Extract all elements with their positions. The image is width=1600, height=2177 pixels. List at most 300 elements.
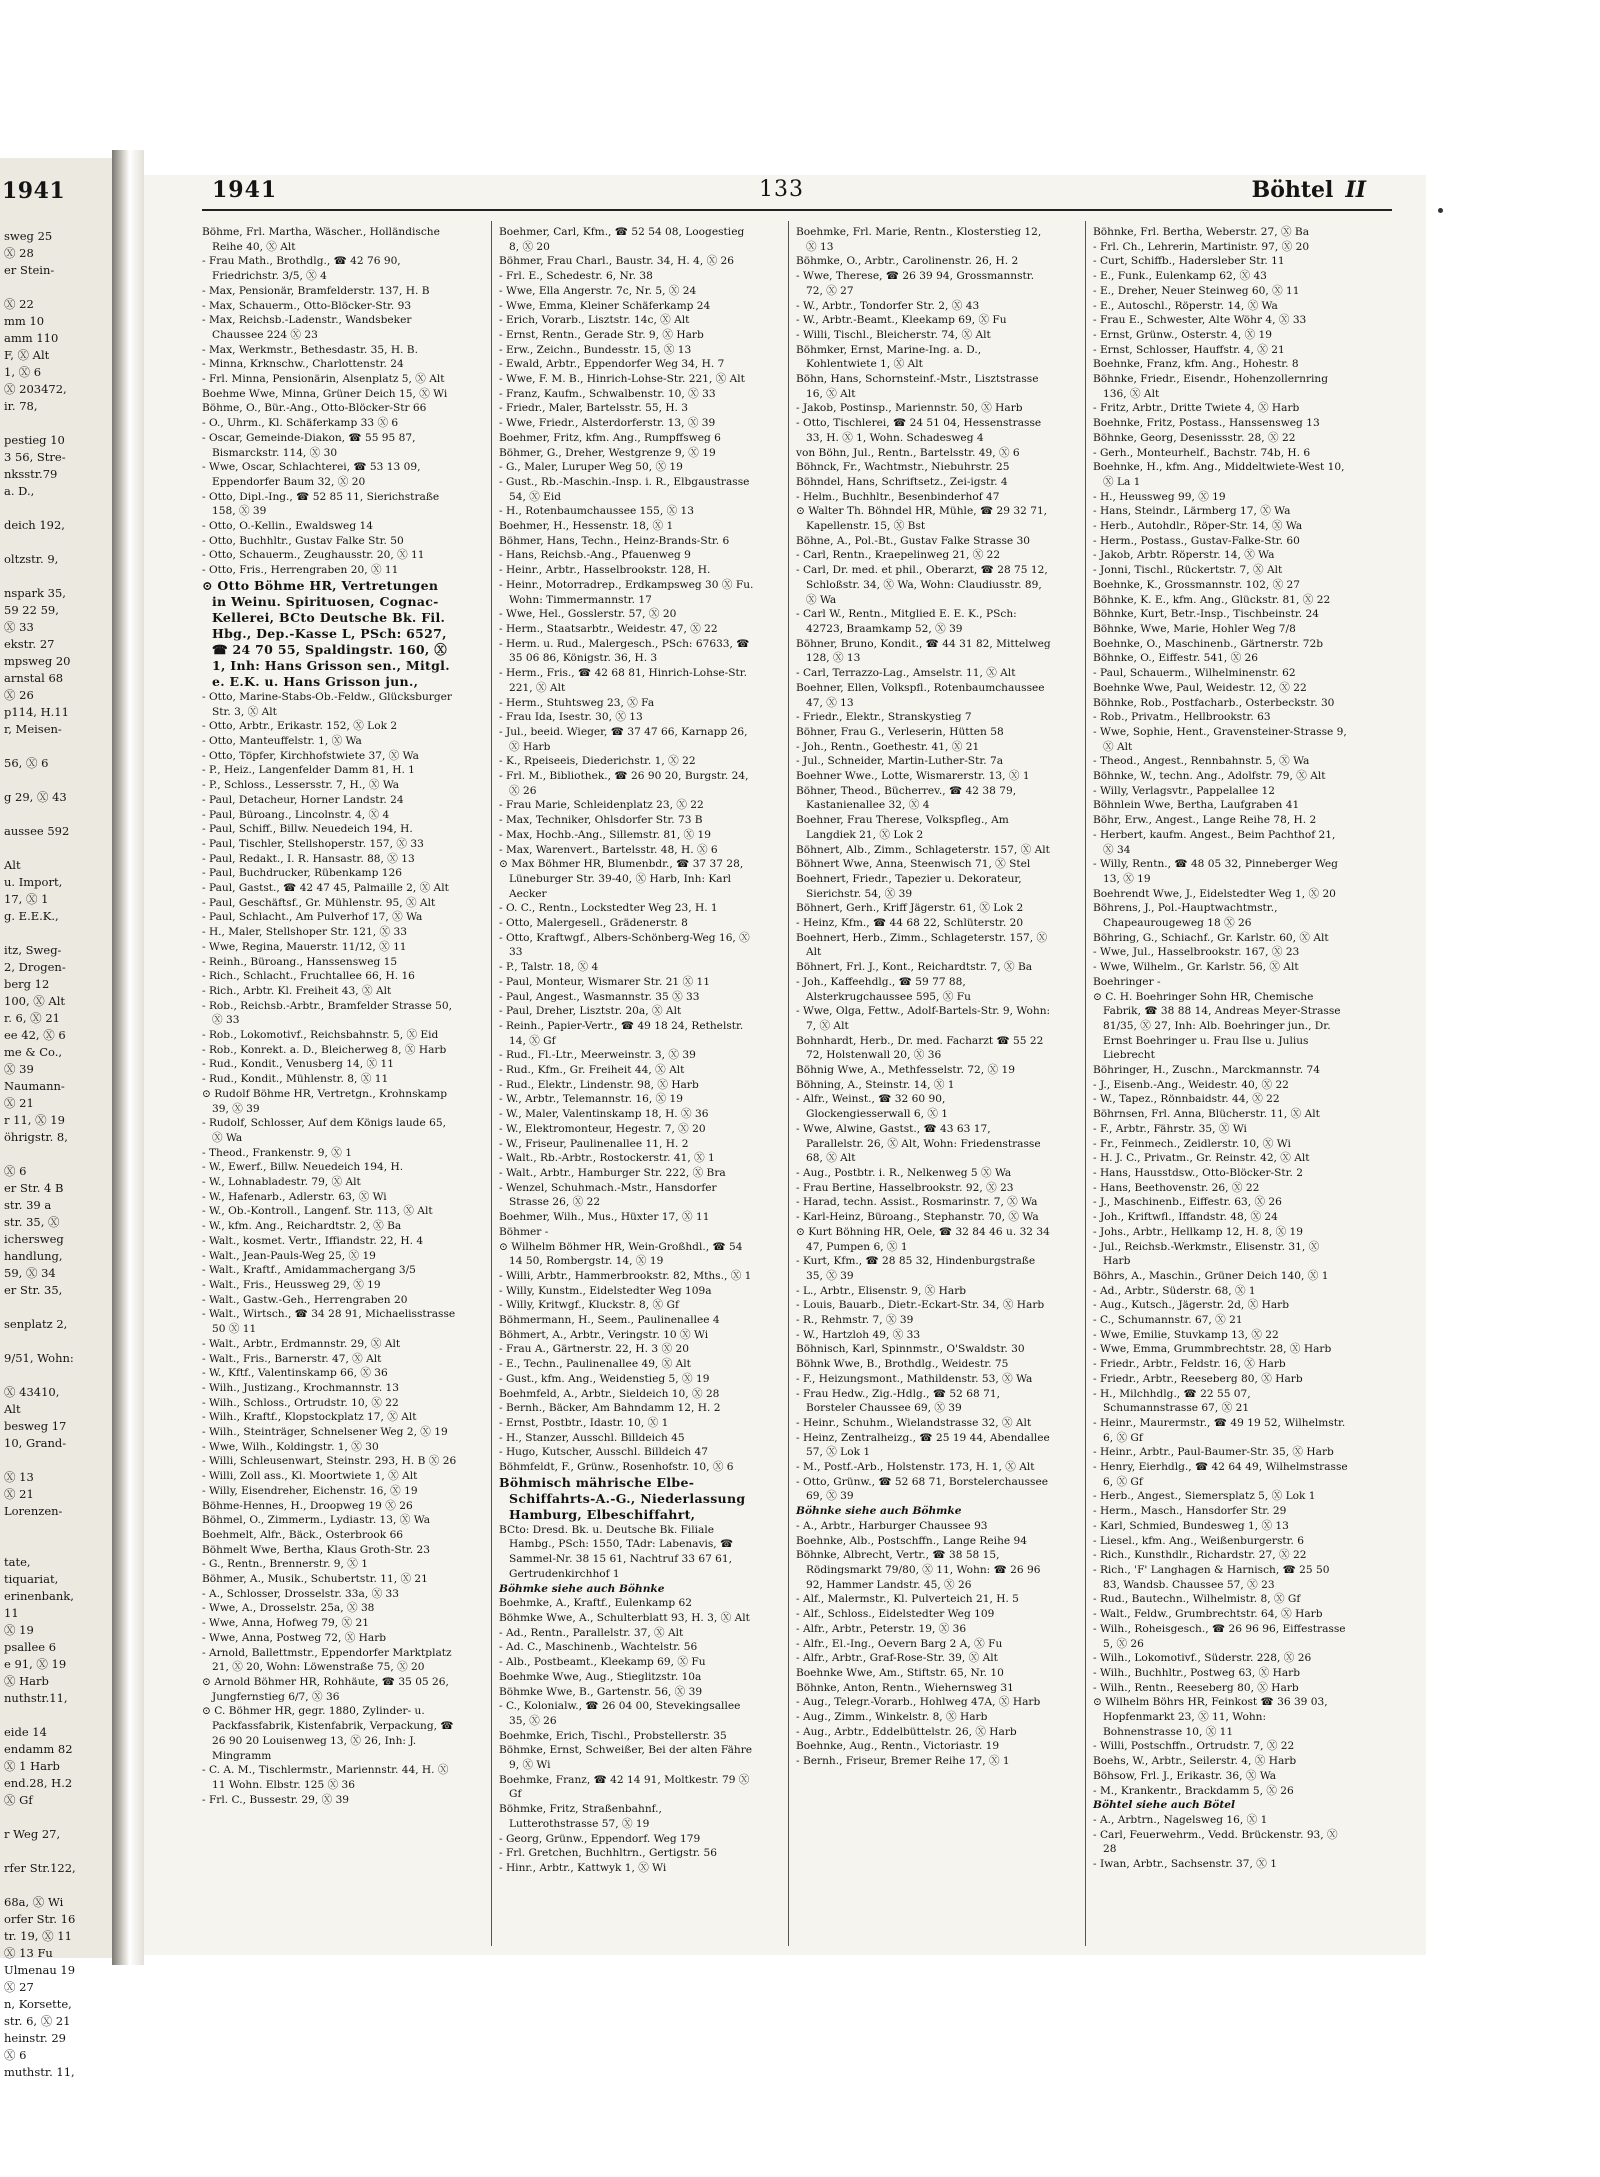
directory-entry: - Gerh., Monteurhelf., Bachstr. 74b, H. 6 (1093, 446, 1311, 459)
left-fragment-line: ir. 78, (4, 399, 38, 413)
directory-entry: Böhnke, K. E., kfm. Ang., Glückstr. 81, Ⓧ 22 (1093, 593, 1331, 606)
left-fragment-line (4, 1146, 110, 1163)
directory-entry: Böhnck, Fr., Wachtmstr., Niebuhrstr. 25 (796, 461, 1010, 474)
directory-entry: - Frau Bertine, Hasselbrookstr. 92, Ⓧ 23 (796, 1181, 1014, 1194)
left-fragment-line: Naumann- (4, 1079, 65, 1093)
left-fragment-line: rfer Str.122, (4, 1861, 76, 1875)
directory-entry: Böhmer, G., Dreher, Westgrenze 9, Ⓧ 19 (499, 446, 716, 459)
directory-entry: Böhme, Frl. Martha, Wäscher., Holländische Reihe 40, Ⓧ Alt (202, 226, 440, 253)
directory-entry: Boehnke, Aug., Rentn., Victoriastr. 19 (796, 1740, 1000, 1753)
directory-entry: Böhmer, Frau Charl., Baustr. 34, H. 4, Ⓧ 26 (499, 255, 735, 268)
directory-entry: - Walt., Wirtsch., ☎ 34 28 91, Michaelisstrasse 50 Ⓧ 11 (202, 1308, 456, 1336)
left-fragment-line: ichersweg (4, 1232, 64, 1246)
directory-entry: - Franz, Kaufm., Schwalbenstr. 10, Ⓧ 33 (499, 387, 716, 400)
directory-entry: Böhnig Wwe, A., Methfesselstr. 72, Ⓧ 19 (796, 1064, 1015, 1077)
directory-entry: - Wwe, Jul., Hasselbrookstr. 167, Ⓧ 23 (1093, 946, 1300, 959)
left-fragment-line: itz, Sweg- (4, 943, 62, 957)
left-page-year: 1941 (2, 178, 66, 204)
directory-entry: - Wilh., Kraftf., Klopstockplatz 17, Ⓧ Alt (202, 1411, 417, 1424)
directory-entry: Böhmel, O., Zimmerm., Lydiastr. 13, Ⓧ Wa (202, 1514, 431, 1527)
directory-entry: - Willy, Eisendreher, Eichenstr. 16, Ⓧ 19 (202, 1484, 418, 1497)
directory-entry: Böhnert, Gerh., Kriff Jägerstr. 61, Ⓧ Lok 2 (796, 902, 1024, 915)
directory-entry: - Paul, Schiff., Billw. Neuedeich 194, H. (202, 823, 413, 836)
directory-entry: Böhner, Theod., Bücherrev., ☎ 42 38 79, Kastanienallee 32, Ⓧ 4 (796, 784, 1017, 812)
left-fragment-line: end.28, H.2 (4, 1776, 73, 1790)
directory-entry: - Carl, Feuerwehrm., Vedd. Brückenstr. 93, Ⓧ 28 (1093, 1828, 1338, 1856)
directory-entry: Böhndel, Hans, Schriftsetz., Zei-igstr. 4 (796, 475, 1008, 488)
directory-entry: - W., Ewerf., Billw. Neuedeich 194, H. (202, 1161, 404, 1174)
left-fragment-line: 59, Ⓧ 34 (4, 1266, 56, 1280)
directory-entry: - H., Heussweg 99, Ⓧ 19 (1093, 490, 1226, 503)
directory-entry: - Paul, Redakt., I. R. Hansastr. 88, Ⓧ 13 (202, 852, 415, 865)
directory-entry: Boehner Wwe., Lotte, Wismarerstr. 13, Ⓧ 1 (796, 770, 1030, 783)
directory-entry: - Erich, Vorarb., Lisztstr. 14c, Ⓧ Alt (499, 314, 690, 327)
directory-entry: - Max, Schauerm., Otto-Blöcker-Str. 93 (202, 299, 412, 312)
directory-entry: - Heinr., Maurermstr., ☎ 49 19 52, Wilhelmstr. 6, Ⓧ Gf (1093, 1416, 1346, 1444)
directory-entry: - Rich., Arbtr. Kl. Freiheit 43, Ⓧ Alt (202, 984, 392, 997)
left-fragment-line: arnstal 68 (4, 671, 64, 685)
left-fragment-line: senplatz 2, (4, 1317, 68, 1331)
directory-entry: - W., Hafenarb., Adlerstr. 63, Ⓧ Wi (202, 1190, 387, 1203)
directory-entry: - P., Talstr. 18, Ⓧ 4 (499, 961, 599, 974)
directory-entry: - Max, Techniker, Ohlsdorfer Str. 73 B (499, 814, 703, 827)
directory-entry: Böhnke, Kurt, Betr.-Insp., Tischbeinstr. 24 (1093, 608, 1319, 621)
directory-entry: - W., Tapez., Rönnbaidstr. 44, Ⓧ 22 (1093, 1093, 1280, 1106)
directory-entry: - Walt., Arbtr., Hamburger Str. 222, Ⓧ Bra (499, 1167, 726, 1179)
directory-entry: - Wwe, Oscar, Schlachterei, ☎ 53 13 09, Eppendorfer Baum 32, Ⓧ 20 (202, 461, 421, 488)
directory-entry: - W., Arbtr.-Beamt., Kleekamp 69, Ⓧ Fu (796, 314, 1007, 327)
directory-entry: - Jakob, Postinsp., Mariennstr. 50, Ⓧ Harb (796, 402, 1023, 415)
directory-entry: ⊙ Rudolf Böhme HR, Vertretgn., Krohnskamp 39, Ⓧ 39 (202, 1087, 448, 1115)
left-fragment-line: Ⓧ 21 (4, 1096, 34, 1110)
header-catchword: Böhtel (1251, 177, 1334, 203)
left-fragment-line: Alt (4, 1402, 21, 1416)
left-fragment-line: nuthstr.11, (4, 1691, 68, 1705)
directory-entry: - Otto, Schauerm., Zeughausstr. 20, Ⓧ 11 (202, 549, 425, 562)
left-fragment-line: mpsweg 20 (4, 654, 71, 668)
directory-entry: - H., Milchhdlg., ☎ 22 55 07, Schumannstrasse 67, Ⓧ 21 (1093, 1387, 1251, 1415)
directory-entry: - Otto, Arbtr., Erikastr. 152, Ⓧ Lok 2 (202, 720, 398, 733)
firm-entry: Böhmisch mährische Elbe-Schiffahrts-A.-G., Niederlassung Hamburg, Elbeschiffahrt, (499, 1474, 746, 1522)
directory-entry: Böhnke, Albrecht, Vertr., ☎ 38 58 15, Rödingsmarkt 79/80, Ⓧ 11, Wohn: ☎ 26 96 92, Hammer Landstr. 45, Ⓧ 26 (796, 1549, 1041, 1591)
left-fragment-line: Ⓧ 39 (4, 1062, 34, 1076)
directory-entry: - Frau Math., Brothdlg., ☎ 42 76 90, Friedrichstr. 3/5, Ⓧ 4 (202, 255, 401, 283)
left-fragment-line: handlung, (4, 1249, 63, 1263)
directory-entry: - Carl W., Rentn., Mitglied E. E. K., PSch: 42723, Braamkamp 52, Ⓧ 39 (796, 608, 1017, 635)
directory-entry: - E., Autoschl., Röperstr. 14, Ⓧ Wa (1093, 299, 1278, 312)
directory-entry: - Frau Marie, Schleidenplatz 23, Ⓧ 22 (499, 799, 704, 812)
left-fragment-line: Ⓧ 6 (4, 1164, 27, 1178)
directory-entry: Böhrens, J., Pol.-Hauptwachtmstr., Chapeaurougeweg 18 Ⓧ 26 (1093, 902, 1278, 930)
directory-column-1 (202, 225, 457, 1945)
directory-entry: - Wwe, Emma, Grummbrechtstr. 28, Ⓧ Harb (1093, 1343, 1332, 1356)
directory-entry: - Jakob, Arbtr. Röperstr. 14, Ⓧ Wa (1093, 549, 1275, 562)
directory-entry: Boehnke, Franz, kfm. Ang., Hohestr. 8 (1093, 358, 1299, 371)
directory-entry: Böhmelt Wwe, Bertha, Klaus Groth-Str. 23 (202, 1543, 430, 1556)
directory-entry: - Wwe, Emma, Kleiner Schäferkamp 24 (499, 299, 711, 312)
directory-entry: Boehmke, Erich, Tischl., Probstellerstr. 35 (499, 1729, 727, 1742)
directory-entry: - Otto, Manteuffelstr. 1, Ⓧ Wa (202, 734, 362, 747)
directory-entry: - Willi, Tischl., Bleicherstr. 74, Ⓧ Alt (796, 328, 991, 341)
left-fragment-line: Ulmenau 19 (4, 1963, 76, 1977)
left-fragment-line (4, 279, 110, 296)
directory-entry: - Otto, Töpfer, Kirchhofstwiete 37, Ⓧ Wa (202, 749, 419, 762)
directory-entry: - Max, Warenvert., Bartelsstr. 48, H. Ⓧ 6 (499, 843, 718, 856)
directory-entry: - W., Maler, Valentinskamp 18, H. Ⓧ 36 (499, 1108, 709, 1121)
left-fragment-line (4, 1520, 110, 1537)
directory-entry: - Frau Ida, Isestr. 30, Ⓧ 13 (499, 711, 643, 724)
directory-entry: - Wilh., Steinträger, Schnelsener Weg 2, Ⓧ 19 (202, 1426, 448, 1439)
directory-entry: - Helm., Buchhltr., Besenbinderhof 47 (796, 490, 1000, 503)
left-fragment-line: g. E.E.K., (4, 909, 59, 923)
directory-entry: Böhner, Bruno, Kondit., ☎ 44 31 82, Mittelweg 128, Ⓧ 13 (796, 637, 1051, 665)
left-fragment-line: Ⓧ 22 (4, 297, 34, 311)
directory-entry: - Wwe, Hel., Gosslerstr. 57, Ⓧ 20 (499, 608, 677, 621)
directory-entry: - Otto, Fris., Herrengraben 20, Ⓧ 11 (202, 564, 399, 577)
header-section: II (1345, 177, 1366, 203)
directory-entry: - Rich., 'F' Langhagen & Harnisch, ☎ 25 50 83, Wandsb. Chaussee 57, Ⓧ 23 (1093, 1563, 1330, 1591)
directory-entry: - Herm. u. Rud., Malergesch., PSch: 67633, ☎ 35 06 86, Königstr. 36, H. 3 (499, 637, 750, 665)
directory-entry: Boehnke, K., Grossmannstr. 102, Ⓧ 27 (1093, 578, 1301, 591)
left-fragment-line (4, 1877, 110, 1894)
directory-entry: - Walt., Arbtr., Erdmannstr. 29, Ⓧ Alt (202, 1337, 401, 1350)
directory-entry: - Paul, Geschäftsf., Gr. Mühlenstr. 95, Ⓧ Alt (202, 896, 436, 909)
directory-entry: - M., Krankentr., Brackdamm 5, Ⓧ 26 (1093, 1784, 1294, 1797)
directory-entry: - Wwe, Wilhelm., Gr. Karlstr. 56, Ⓧ Alt (1093, 961, 1299, 974)
left-fragment-line: u. Import, (4, 875, 63, 889)
directory-entry: - Max, Hochb.-Ang., Sillemstr. 81, Ⓧ 19 (499, 828, 711, 841)
directory-entry: Boehringer - (1093, 975, 1161, 988)
left-fragment-line: 17, Ⓧ 1 (4, 892, 49, 906)
left-fragment-line: heinstr. 29 (4, 2031, 66, 2045)
directory-entry: Böhringer, H., Zuschn., Marckmannstr. 74 (1093, 1064, 1320, 1077)
directory-entry: - C. A. M., Tischlermstr., Mariennstr. 44, H. Ⓧ 11 Wohn. Elbstr. 125 Ⓧ 36 (202, 1764, 449, 1791)
directory-entry: Böhnert, Alb., Zimm., Schlageterstr. 157, Ⓧ Alt (796, 843, 1050, 856)
directory-entry: - Alfr., Arbtr., Graf-Rose-Str. 39, Ⓧ Alt (796, 1652, 998, 1665)
left-fragment-line: Ⓧ Gf (4, 1793, 33, 1807)
left-fragment-line: r. 6, Ⓧ 21 (4, 1011, 60, 1025)
directory-entry: - Curt, Schiffb., Hadersleber Str. 11 (1093, 255, 1285, 268)
directory-entry: - Alf., Schloss., Eidelstedter Weg 109 (796, 1608, 995, 1621)
directory-entry: Böhner, Frau G., Verleserin, Hütten 58 (796, 725, 1004, 738)
directory-entry: - Jul., Reichsb.-Werkmstr., Elisenstr. 31, Ⓧ Harb (1093, 1240, 1320, 1268)
directory-entry: - L., Arbtr., Elisenstr. 9, Ⓧ Harb (796, 1284, 967, 1297)
directory-entry: - Rud., Elektr., Lindenstr. 98, Ⓧ Harb (499, 1078, 699, 1091)
directory-entry: - Hugo, Kutscher, Ausschl. Billdeich 47 (499, 1446, 708, 1459)
directory-entry: - F., Arbtr., Fährstr. 35, Ⓧ Wi (1093, 1122, 1247, 1135)
left-fragment-line: 10, Grand- (4, 1436, 67, 1450)
directory-entry: - H. J. C., Privatm., Gr. Reinstr. 42, Ⓧ Alt (1093, 1152, 1310, 1165)
directory-entry: - Wilh., Schloss., Ortrudstr. 10, Ⓧ 22 (202, 1396, 399, 1409)
directory-entry: Boehmer, H., Hessenstr. 18, Ⓧ 1 (499, 520, 674, 533)
directory-entry: Boehner, Frau Therese, Volkspfleg., Am Langdiek 21, Ⓧ Lok 2 (796, 814, 1009, 841)
directory-entry: - Liesel., kfm. Ang., Weißenburgerstr. 6 (1093, 1534, 1305, 1547)
directory-entry: - Alfr., El.-Ing., Oevern Barg 2 A, Ⓧ Fu (796, 1637, 1003, 1650)
left-fragment-line (4, 1452, 110, 1469)
directory-entry: Böhnke, Georg, Desenissstr. 28, Ⓧ 22 (1093, 431, 1296, 444)
directory-entry: - Max, Pensionär, Bramfelderstr. 137, H. B (202, 284, 430, 297)
directory-entry: - P., Heiz., Langenfelder Damm 81, H. 1 (202, 764, 415, 777)
directory-entry: - Friedr., Arbtr., Reeseberg 80, Ⓧ Harb (1093, 1372, 1303, 1385)
directory-entry: - Max, Reichsb.-Ladenstr., Wandsbeker Chaussee 224 Ⓧ 23 (202, 314, 412, 341)
directory-entry: - Fritz, Arbtr., Dritte Twiete 4, Ⓧ Harb (1093, 402, 1300, 415)
directory-entry: - Heinz, Kfm., ☎ 44 68 22, Schlüterstr. 20 (796, 917, 1024, 930)
directory-entry: - Hans, Hausstdsw., Otto-Blöcker-Str. 2 (1093, 1167, 1303, 1179)
directory-entry: Böhnke, Friedr., Eisendr., Hohenzollernring 136, Ⓧ Alt (1093, 373, 1329, 400)
page-header (144, 175, 1426, 211)
directory-entry: - Alb., Postbeamt., Kleekamp 69, Ⓧ Fu (499, 1656, 706, 1669)
directory-entry: - Willi, Postschffn., Ortrudstr. 7, Ⓧ 22 (1093, 1740, 1295, 1753)
directory-entry: - Ernst, Rentn., Gerade Str. 9, Ⓧ Harb (499, 328, 704, 341)
left-fragment-line: Ⓧ 33 (4, 620, 34, 634)
directory-entry: Böhmke, O., Arbtr., Carolinenstr. 26, H. 2 (796, 255, 1019, 268)
directory-entry: Boehmelt, Alfr., Bäck., Osterbrook 66 (202, 1528, 404, 1541)
directory-entry: ⊙ C. Böhmer HR, gegr. 1880, Zylinder- u. Packfassfabrik, Kistenfabrik, Verpackung, ☎ 26 90 20 Louisenweg 13, Ⓧ 26, Inh: J. Mingramm (202, 1705, 454, 1762)
directory-entry: - C., Kolonialw., ☎ 26 04 00, Stevekingsallee 35, Ⓧ 26 (499, 1700, 741, 1727)
left-fragment-line: 3 56, Stre- (4, 450, 66, 464)
directory-entry: - Iwan, Arbtr., Sachsenstr. 37, Ⓧ 1 (1093, 1858, 1277, 1871)
directory-entry: - W., kfm. Ang., Reichardtstr. 2, Ⓧ Ba (202, 1220, 402, 1233)
directory-entry: Böhnert Wwe, Anna, Steenwisch 71, Ⓧ Stel (796, 858, 1031, 871)
left-fragment-line: pestieg 10 (4, 433, 65, 447)
directory-entry: - Herb., Autohdlr., Röper-Str. 14, Ⓧ Wa (1093, 520, 1303, 533)
directory-entry: - W., Hartzloh 49, Ⓧ 33 (796, 1328, 921, 1341)
directory-entry: Böhmer - (499, 1225, 549, 1238)
directory-entry: Bohnhardt, Herb., Dr. med. Facharzt ☎ 55 22 72, Holstenwall 20, Ⓧ 36 (796, 1034, 1044, 1062)
left-fragment-line (4, 1809, 110, 1826)
directory-entry: - Friedr., Arbtr., Feldstr. 16, Ⓧ Harb (1093, 1358, 1286, 1371)
left-fragment-line: 56, Ⓧ 6 (4, 756, 49, 770)
directory-entry: Boehnke, Alb., Postschffn., Lange Reihe 94 (796, 1534, 1028, 1547)
directory-entry: - Frl. E., Schedestr. 6, Nr. 38 (499, 270, 653, 283)
column-divider (1085, 221, 1086, 1946)
left-fragment-line: Ⓧ 6 (4, 2048, 27, 2062)
header-catchword-group (1252, 177, 1366, 203)
directory-entry: Boehmer, Carl, Kfm., ☎ 52 54 08, Loogestieg 8, Ⓧ 20 (499, 226, 745, 253)
left-fragment-line: eide 14 (4, 1725, 47, 1739)
directory-entry: - H., Rotenbaumchaussee 155, Ⓧ 13 (499, 505, 695, 518)
directory-entry: - Karl, Schmied, Bundesweg 1, Ⓧ 13 (1093, 1519, 1289, 1532)
directory-entry: Böhnke, Wwe, Marie, Hohler Weg 7/8 (1093, 622, 1296, 635)
directory-entry: - Reinh., Büroang., Hanssensweg 15 (202, 955, 398, 968)
directory-entry: - Alf., Malermstr., Kl. Pulverteich 21, H. 5 (796, 1593, 1019, 1606)
directory-entry: - R., Rehmstr. 7, Ⓧ 39 (796, 1314, 914, 1327)
left-fragment-line: p114, H.11 (4, 705, 69, 719)
directory-entry: - Aug., Telegr.-Vorarb., Hohlweg 47A, Ⓧ Harb (796, 1696, 1041, 1709)
directory-entry: Boehmke, Franz, ☎ 42 14 91, Moltkestr. 79 Ⓧ Gf (499, 1773, 750, 1801)
directory-entry: - Paul, Schauerm., Wilhelminenstr. 62 (1093, 667, 1296, 680)
directory-entry: Böhmke siehe auch Böhnke (499, 1582, 665, 1595)
directory-entry: - Rud., Kfm., Gr. Freiheit 44, Ⓧ Alt (499, 1064, 685, 1077)
directory-entry: - Friedr., Maler, Bartelsstr. 55, H. 3 (499, 402, 689, 415)
directory-entry: - Otto, Malergesell., Grädenerstr. 8 (499, 917, 688, 930)
directory-entry: - Alfr., Arbtr., Peterstr. 19, Ⓧ 36 (796, 1622, 967, 1635)
directory-entry: - Ernst, Schlosser, Hauffstr. 4, Ⓧ 21 (1093, 343, 1285, 356)
directory-entry: Böhning, A., Steinstr. 14, Ⓧ 1 (796, 1078, 955, 1091)
directory-entry: - E., Funk., Eulenkamp 62, Ⓧ 43 (1093, 270, 1267, 283)
left-fragment-line: 68a, Ⓧ Wi (4, 1895, 64, 1909)
directory-entry: - Wilh., Roheisgesch., ☎ 26 96 96, Eiffestrasse 5, Ⓧ 26 (1093, 1622, 1346, 1650)
directory-entry: - Otto, Tischlerei, ☎ 24 51 04, Hessenstrasse 33, H. Ⓧ 1, Wohn. Schadesweg 4 (796, 417, 1042, 444)
directory-entry: - Otto, O.-Kellin., Ewaldsweg 14 (202, 520, 373, 533)
left-fragment-line: str. 6, Ⓧ 21 (4, 2014, 71, 2028)
directory-entry: - W., Friseur, Paulinenallee 11, H. 2 (499, 1137, 689, 1150)
left-fragment-line: str. 39 a (4, 1198, 52, 1212)
directory-entry: Boehnke, H., kfm. Ang., Middeltwiete-West 10, Ⓧ La 1 (1093, 461, 1345, 488)
directory-entry: - Paul, Büroang., Lincolnstr. 4, Ⓧ 4 (202, 808, 390, 821)
left-fragment-line (4, 1843, 110, 1860)
directory-entry: - Heinr., Motorradrep., Erdkampsweg 30 Ⓧ Fu. Wohn: Timmermannstr. 17 (499, 578, 754, 606)
directory-column-3 (796, 225, 1051, 1945)
directory-entry: - Willi, Zoll ass., Kl. Moortwiete 1, Ⓧ Alt (202, 1470, 418, 1483)
directory-entry: Böhrnsen, Frl. Anna, Blücherstr. 11, Ⓧ Alt (1093, 1108, 1320, 1121)
directory-entry: - Rud., Kondit., Venusberg 14, Ⓧ 11 (202, 1058, 394, 1071)
left-fragment-line: 100, Ⓧ Alt (4, 994, 66, 1008)
directory-entry: Böhnke, Anton, Rentn., Wiehernsweg 31 (796, 1681, 1014, 1694)
directory-entry: - Heinr., Arbtr., Hasselbrookstr. 128, H. (499, 564, 711, 577)
directory-entry: - Frau A., Gärtnerstr. 22, H. 3 Ⓧ 20 (499, 1343, 689, 1356)
directory-entry: Boehnke, O., Maschinenb., Gärtnerstr. 72b (1093, 637, 1324, 650)
directory-entry: - Wwe, Sophie, Hent., Gravensteiner-Strasse 9, Ⓧ Alt (1093, 725, 1347, 753)
directory-entry: - Otto, Dipl.-Ing., ☎ 52 85 11, Sierichstraße 158, Ⓧ 39 (202, 490, 440, 518)
directory-entry: - Paul, Schlacht., Am Pulverhof 17, Ⓧ Wa (202, 911, 423, 924)
directory-entry: - Wwe, Friedr., Alsterdorferstr. 13, Ⓧ 39 (499, 417, 716, 430)
directory-entry: ⊙ Walter Th. Böhndel HR, Mühle, ☎ 29 32 71, Kapellenstr. 15, Ⓧ Bst (796, 505, 1048, 533)
directory-entry: - Theod., Angest., Rennbahnstr. 5, Ⓧ Wa (1093, 755, 1310, 768)
left-fragment-line: Ⓧ 28 (4, 246, 34, 260)
directory-entry: - Aug., Arbtr., Eddelbüttelstr. 26, Ⓧ Harb (796, 1725, 1017, 1738)
directory-entry: - Wwe, Emilie, Stuvkamp 13, Ⓧ 22 (1093, 1328, 1279, 1341)
directory-entry: Böhnke, Frl. Bertha, Weberstr. 27, Ⓧ Ba (1093, 226, 1310, 238)
directory-entry: - Theod., Frankenstr. 9, Ⓧ 1 (202, 1146, 352, 1159)
directory-entry: - Jul., Schneider, Martin-Luther-Str. 7a (796, 755, 1004, 768)
directory-entry: - O. C., Rentn., Lockstedter Weg 23, H. 1 (499, 902, 718, 915)
left-fragment-line (4, 1707, 110, 1724)
directory-entry: ⊙ Kurt Böhning HR, Oele, ☎ 32 84 46 u. 32 34 47, Pumpen 6, Ⓧ 1 (796, 1225, 1050, 1253)
left-fragment-line: Ⓧ 19 (4, 1623, 34, 1637)
directory-entry: - Rob., Konrekt. a. D., Bleicherweg 8, Ⓧ Harb (202, 1043, 447, 1056)
directory-entry: - Wwe, F. M. B., Hinrich-Lohse-Str. 221, Ⓧ Alt (499, 373, 745, 386)
left-fragment-line: tr. 19, Ⓧ 11 (4, 1929, 72, 1943)
directory-entry: - G., Maler, Luruper Weg 50, Ⓧ 19 (499, 461, 683, 474)
directory-entry: von Böhn, Jul., Rentn., Bartelsstr. 49, Ⓧ 6 (796, 446, 1020, 459)
directory-entry: Boehs, W., Arbtr., Seilerstr. 4, Ⓧ Harb (1093, 1755, 1297, 1768)
left-fragment-line (4, 568, 110, 585)
directory-entry: - Ad. C., Maschinenb., Wachtelstr. 56 (499, 1641, 698, 1654)
header-year: 1941 (212, 177, 278, 203)
directory-entry: - Frl. M., Bibliothek., ☎ 26 90 20, Burgstr. 24, Ⓧ 26 (499, 770, 749, 797)
directory-entry: Boehnert, Herb., Zimm., Schlageterstr. 157, Ⓧ Alt (796, 931, 1048, 959)
directory-entry: - Joh., Kriftwfl., Iffandstr. 48, Ⓧ 24 (1093, 1211, 1278, 1224)
directory-entry: - Rich., Kunsthdlr., Richardstr. 27, Ⓧ 22 (1093, 1549, 1307, 1562)
directory-entry: - C., Schumannstr. 67, Ⓧ 21 (1093, 1314, 1243, 1327)
directory-entry: - H., Maler, Stellshoper Str. 121, Ⓧ 33 (202, 926, 407, 939)
left-fragment-line: deich 192, (4, 518, 65, 532)
left-fragment-line: Lorenzen- (4, 1504, 63, 1518)
directory-entry: Böhmer, A., Musik., Schubertstr. 11, Ⓧ 21 (202, 1573, 428, 1586)
directory-entry: - Ewald, Arbtr., Eppendorfer Weg 34, H. 7 (499, 358, 725, 371)
left-fragment-line (4, 1333, 110, 1350)
directory-entry: Böhtel siehe auch Bötel (1093, 1799, 1236, 1812)
directory-entry: - Wwe, Alwine, Gastst., ☎ 43 63 17, Parallelstr. 26, Ⓧ Alt, Wohn: Friedenstrasse 68, Ⓧ Alt (796, 1122, 1041, 1165)
directory-entry: Böhnert, Frl. J., Kont., Reichardtstr. 7, Ⓧ Ba (796, 961, 1033, 974)
directory-entry: ⊙ C. H. Boehringer Sohn HR, Chemische Fabrik, ☎ 38 88 14, Andreas Meyer-Strasse 81/35, Ⓧ 27, Inh: Alb. Boehringer jun., Dr. Ernst Boehringer u. Frau Ilse u. Julius Liebrecht (1093, 990, 1341, 1062)
directory-entry: Boehmer, Wilh., Mus., Hüxter 17, Ⓧ 11 (499, 1211, 710, 1224)
directory-entry: Boehmke, Frl. Marie, Rentn., Klosterstieg 12, Ⓧ 13 (796, 226, 1042, 253)
directory-entry: - Wilh., Lokomotivf., Süderstr. 228, Ⓧ 26 (1093, 1652, 1312, 1665)
left-fragment-line: amm 110 (4, 331, 59, 345)
directory-entry: Böhme, O., Bür.-Ang., Otto-Blöcker-Str 66 (202, 402, 427, 415)
directory-column-4 (1093, 225, 1348, 1945)
book-fold (112, 150, 144, 1965)
directory-entry: - Herb., Angest., Siemersplatz 5, Ⓧ Lok 1 (1093, 1490, 1316, 1503)
directory-entry: - Walt., Gastw.-Geh., Herrengraben 20 (202, 1293, 408, 1306)
directory-entry: - Rob., Lokomotivf., Reichsbahnstr. 5, Ⓧ Eid (202, 1029, 439, 1042)
left-fragment-line: n, Korsette, (4, 1997, 72, 2011)
directory-entry: - Ernst, Grünw., Osterstr. 4, Ⓧ 19 (1093, 328, 1273, 341)
directory-entry: ⊙ Wilhelm Böhrs HR, Feinkost ☎ 36 39 03, Hopfenmarkt 23, Ⓧ 11, Wohn: Bohnenstrasse 10, Ⓧ 11 (1093, 1696, 1328, 1738)
directory-entry: - Herm., Stuhtsweg 23, Ⓧ Fa (499, 696, 655, 709)
left-fragment-line: 59 22 59, (4, 603, 59, 617)
directory-entry: - Erw., Zeichn., Bundesstr. 15, Ⓧ 13 (499, 343, 692, 356)
left-fragment-line: endamm 82 (4, 1742, 73, 1756)
directory-entry: - Gust., Rb.-Maschin.-Insp. i. R., Elbgaustrasse 54, Ⓧ Eid (499, 475, 750, 503)
directory-entry: - Kurt, Kfm., ☎ 28 85 32, Hindenburgstraße 35, Ⓧ 39 (796, 1255, 1036, 1282)
left-fragment-line: Ⓧ 203472, (4, 382, 67, 396)
directory-entry: Böhmke, Fritz, Straßenbahnf., Lutterothstrasse 57, Ⓧ 19 (499, 1803, 662, 1830)
directory-entry: - A., Arbtrn., Nagelsweg 16, Ⓧ 1 (1093, 1813, 1268, 1826)
directory-entry: - Rud., Fl.-Ltr., Meerweinstr. 3, Ⓧ 39 (499, 1049, 696, 1062)
left-fragment-line: 1, Ⓧ 6 (4, 365, 42, 379)
directory-entry: - Willi, Arbtr., Hammerbrookstr. 82, Mths., Ⓧ 1 (499, 1269, 752, 1282)
directory-entry: - Joh., Rentn., Goethestr. 41, Ⓧ 21 (796, 740, 980, 753)
directory-entry: - Heinr., Schuhm., Wielandstrasse 32, Ⓧ Alt (796, 1416, 1032, 1429)
directory-entry: - H., Stanzer, Ausschl. Billdeich 45 (499, 1431, 685, 1444)
directory-entry: - Aug., Zimm., Winkelstr. 8, Ⓧ Harb (796, 1711, 988, 1724)
margin-dot (1438, 208, 1443, 213)
directory-entry: - Paul, Tischler, Stellshoperstr. 157, Ⓧ 33 (202, 837, 424, 850)
directory-entry: - Rud., Kondit., Mühlenstr. 8, Ⓧ 11 (202, 1073, 389, 1086)
left-fragment-line: r, Meisen- (4, 722, 62, 736)
directory-entry: - A., Schlosser, Drosselstr. 33a, Ⓧ 33 (202, 1587, 400, 1600)
directory-entry: - Heinz, Zentralheizg., ☎ 25 19 44, Abendallee 57, Ⓧ Lok 1 (796, 1431, 1050, 1459)
directory-entry: - Frl. Minna, Pensionärin, Alsenplatz 5, Ⓧ Alt (202, 373, 445, 386)
directory-entry: - Paul, Monteur, Wismarer Str. 21 Ⓧ 11 (499, 975, 710, 988)
directory-entry: - Jul., beeid. Wieger, ☎ 37 47 66, Karnapp 26, Ⓧ Harb (499, 725, 748, 753)
directory-entry: Boehner, Ellen, Volkspfl., Rotenbaumchaussee 47, Ⓧ 13 (796, 681, 1045, 709)
directory-entry: - Wwe, Regina, Mauerstr. 11/12, Ⓧ 11 (202, 940, 407, 953)
left-fragment-line: ekstr. 27 (4, 637, 55, 651)
directory-entry: Boehmer, Fritz, kfm. Ang., Rumpffsweg 6 (499, 431, 721, 444)
left-fragment-line: me & Co., (4, 1045, 63, 1059)
directory-entry: - Minna, Krknschw., Charlottenstr. 24 (202, 358, 404, 371)
directory-entry: - O., Uhrm., Kl. Schäferkamp 33 Ⓧ 6 (202, 417, 399, 430)
left-fragment-line: er Stein- (4, 263, 55, 277)
left-fragment-line: r Weg 27, (4, 1827, 61, 1841)
left-fragment-line: berg 12 (4, 977, 50, 991)
directory-entry: - Aug., Kutsch., Jägerstr. 2d, Ⓧ Harb (1093, 1299, 1289, 1312)
directory-entry: - Paul, Buchdrucker, Rübenkamp 126 (202, 867, 402, 880)
directory-entry: - Walt., Feldw., Grumbrechtstr. 64, Ⓧ Harb (1093, 1608, 1323, 1621)
left-fragment-line: Ⓧ 26 (4, 688, 34, 702)
directory-entry: Boehnke Wwe, Paul, Weidestr. 12, Ⓧ 22 (1093, 681, 1307, 694)
directory-entry: - F., Heizungsmont., Mathildenstr. 53, Ⓧ Wa (796, 1372, 1033, 1385)
directory-entry: Boehmke Wwe, Aug., Stieglitzstr. 10a (499, 1670, 702, 1683)
directory-entry: - Carl, Dr. med. et phil., Oberarzt, ☎ 28 75 12, Schloßstr. 34, Ⓧ Wa, Wohn: Claudiusstr. 89, Ⓧ Wa (796, 564, 1048, 606)
left-fragment-line: ee 42, Ⓧ 6 (4, 1028, 66, 1042)
left-fragment-line: nksstr.79 (4, 467, 58, 481)
left-fragment-line (4, 738, 110, 755)
